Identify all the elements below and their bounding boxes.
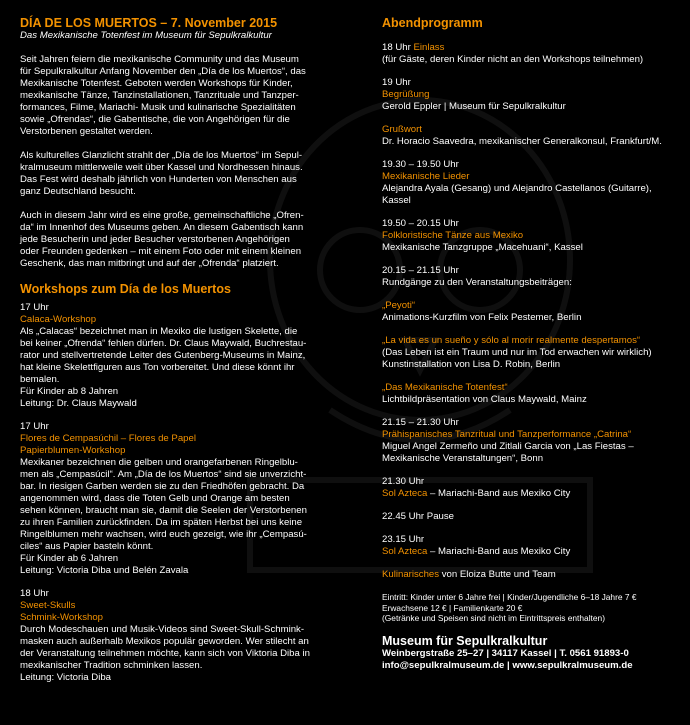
program-title: „La vida es un sueño y sólo al morir realmente despertamos“: [382, 335, 641, 346]
program-item: [382, 159, 677, 207]
program-item: [382, 417, 677, 465]
workshop-text: Leitung: Victoria Diba und Belén Zavala: [20, 565, 189, 576]
admission-line: Eintritt: Kinder unter 6 Jahre frei | Kinder/Jugendliche 6–18 Jahre 7 €: [382, 592, 637, 602]
workshop-item: [20, 302, 360, 410]
program-text: Gerold Eppler | Museum für Sepulkralkultur: [382, 101, 566, 112]
museum-web: info@sepulkralmuseum.de | www.sepulkralmuseum.de: [382, 659, 633, 671]
program-time: 19.50 – 20.15 Uhr: [382, 218, 459, 229]
program-title: Prähispanisches Tanzritual und Tanzperformance „Catrina“: [382, 429, 632, 440]
workshop-time: 18 Uhr: [20, 588, 49, 599]
workshop-text: zu ihren Familien zurückfinden. Da im späten Herbst bei uns keine: [20, 517, 303, 528]
program-item: [382, 300, 677, 324]
program-line: [382, 488, 677, 500]
page-subtitle: Das Mexikanische Totenfest im Museum für Sepulkralkultur: [20, 30, 272, 41]
program-time: 21.30 Uhr: [382, 476, 425, 487]
program-highlight: Einlass: [413, 42, 445, 53]
workshop-title: Sweet-Skulls: [20, 600, 76, 611]
program-item: [382, 335, 677, 371]
program-highlight: Kulinarisches: [382, 569, 440, 580]
program-line: [382, 569, 677, 581]
workshop-title: Flores de Cempasúchil – Flores de Papel: [20, 433, 196, 444]
program-line: [382, 42, 677, 54]
program-text: Alejandra Ayala (Gesang) und Alejandro Castellanos (Guitarre),: [382, 183, 652, 194]
admission-line: (Getränke und Speisen sind nicht im Eintrittspreis enthalten): [382, 613, 605, 623]
workshop-text: der Veranstaltung teilnehmen möchte, kann sich von Viktoria Diba in: [20, 648, 310, 659]
workshop-text: Mexikaner bezeichnen die gelben und orangefarbenen Ringelblu-: [20, 457, 298, 468]
program-text: Rundgänge zu den Veranstaltungsbeiträgen:: [382, 277, 572, 288]
left-column: [20, 16, 360, 695]
program-title: Begrüßung: [382, 89, 430, 100]
program-item: [382, 124, 677, 148]
evening-heading: Abendprogramm: [382, 16, 483, 30]
evening-program: [382, 42, 677, 581]
program-highlight: Sol Azteca: [382, 546, 428, 557]
program-item: [382, 218, 677, 254]
program-time: 21.15 – 21.30 Uhr: [382, 417, 459, 428]
workshop-text: Leitung: Victoria Diba: [20, 672, 112, 683]
workshop-text: bemalen.: [20, 374, 60, 385]
workshop-text: bei keiner „Ofrenda“ fehlen dürfen. Dr. Claus Maywald, Buchrestau-: [20, 338, 307, 349]
workshop-text: Als „Calacas“ bezeichnet man in Mexiko die lustigen Skelette, die: [20, 326, 298, 337]
program-text: Animations-Kurzfilm von Felix Pestemer, Berlin: [382, 312, 582, 323]
intro-paragraph: [20, 210, 360, 270]
page-title: DÍA DE LOS MUERTOS – 7. November 2015: [20, 16, 278, 30]
text-line: oder Freunden gedenken – mit einem Foto oder mit einem kleinen: [20, 246, 302, 257]
text-line: kralmuseum mittlerweile weit über Kassel und Nordhessen hinaus.: [20, 162, 303, 173]
program-time: 22.45 Uhr Pause: [382, 511, 454, 522]
workshop-time: 17 Uhr: [20, 421, 49, 432]
program-text: Mexikanische Veranstaltungen“, Bonn: [382, 453, 544, 464]
program-text: Mexikanische Tanzgruppe „Macehuani“, Kassel: [382, 242, 583, 253]
program-title: Grußwort: [382, 124, 422, 135]
workshop-text: hat kleine Skelettfiguren aus Ton vorbereitet. Und diese könnt ihr: [20, 362, 295, 373]
workshop-title: Calaca-Workshop: [20, 314, 97, 325]
text-line: jede Besucherin und jeder Besucher verstorbenen Angehörigen: [20, 234, 290, 245]
text-line: Mexikanische Totenfest. Geboten werden Workshops für Kinder,: [20, 78, 293, 89]
program-text: – Mariachi-Band aus Mexiko City: [427, 488, 571, 499]
workshop-text: sehen können, braucht man sie, damit die Seelen der Verstorbenen: [20, 505, 307, 516]
program-text: Dr. Horacio Saavedra, mexikanischer Generalkonsul, Frankfurt/M.: [382, 136, 662, 147]
text-line: Auch in diesem Jahr wird es eine große, gemeinschaftliche „Ofren-: [20, 210, 304, 221]
workshop-text: Für Kinder ab 8 Jahren: [20, 386, 119, 397]
admission-info: [382, 592, 677, 624]
program-text: (für Gäste, deren Kinder nicht an den Workshops teilnehmen): [382, 54, 644, 65]
program-time: 23.15 Uhr: [382, 534, 425, 545]
text-line: Als kulturelles Glanzlicht strahlt der „Día de los Muertos“ im Sepul-: [20, 150, 303, 161]
text-line: sowie „Ofrendas“, die Gabentische, die von Angehörigen für die: [20, 114, 290, 125]
intro-paragraph: [20, 150, 360, 198]
text-line: für Sepulkralkultur Anfang November den „Día de los Muertos“, das: [20, 66, 306, 77]
workshop-text: bar. In riesigen Garben werden sie zu den Friedhöfen gebracht. Da: [20, 481, 305, 492]
program-item: [382, 569, 677, 581]
text-line: formances, Filme, Mariachi- Musik und kulinarische Spezialitäten: [20, 102, 296, 113]
program-highlight: Sol Azteca: [382, 488, 428, 499]
text-line: mexikanische Tänze, Tanzinstallationen, Tanzrituale und Tanzper-: [20, 90, 299, 101]
intro-text: [20, 54, 360, 270]
workshop-text: mexikanischer Tradition schminken lassen.: [20, 660, 203, 671]
workshop-text: Für Kinder ab 6 Jahren: [20, 553, 119, 564]
program-text: Kassel: [382, 195, 411, 206]
workshop-item: [20, 421, 360, 577]
program-text: Miguel Angel Zermeño und Zitlali Garcia von „Las Fiestas –: [382, 441, 634, 452]
program-text: Lichtbildpräsentation von Claus Maywald, Mainz: [382, 394, 587, 405]
program-title: „Das Mexikanische Totenfest“: [382, 382, 508, 393]
admission-line: Erwachsene 12 € | Familienkarte 20 €: [382, 602, 523, 613]
program-time: 19 Uhr: [382, 77, 411, 88]
right-column: [382, 16, 677, 672]
contact-block: [382, 634, 677, 672]
program-item: [382, 511, 677, 523]
workshop-text: angenommen wird, dass die Toten Gelb und Orange am besten: [20, 493, 290, 504]
workshop-text: masken auch außerhalb Mexikos populär geworden. Wer stilecht an: [20, 636, 309, 647]
workshop-text: men als „Cempasúcil“. Am „Día de los Muertos“ sind sie unverzicht-: [20, 469, 307, 480]
text-line: Geschenk, das man mitbringt und auf der „Ofrenda“ platziert.: [20, 258, 279, 269]
program-text: von Eloiza Butte und Team: [439, 569, 556, 580]
workshop-text: Leitung: Dr. Claus Maywald: [20, 398, 137, 409]
workshop-text: rator und stellvertretende Leiter des Gutenberg-Museums in Mainz,: [20, 350, 306, 361]
text-line: Verstorbenen gestaltet werden.: [20, 126, 153, 137]
workshop-item: [20, 588, 360, 684]
intro-paragraph: [20, 54, 360, 138]
program-text: (Das Leben ist ein Traum und nur im Tod erwachen wir wirklich): [382, 347, 652, 358]
workshop-text: ciles“ aus Papier basteln könnt.: [20, 541, 154, 552]
program-title: Mexikanische Lieder: [382, 171, 470, 182]
workshop-title: Schmink-Workshop: [20, 612, 103, 623]
museum-address: Weinbergstraße 25–27 | 34117 Kassel | T. 0561 91893-0: [382, 647, 629, 659]
workshop-time: 17 Uhr: [20, 302, 49, 313]
workshops-list: [20, 302, 360, 684]
program-item: [382, 534, 677, 558]
program-time: 19.30 – 19.50 Uhr: [382, 159, 459, 170]
workshop-title: Papierblumen-Workshop: [20, 445, 126, 456]
text-line: Das Fest wird deshalb jährlich von Hunderten von Menschen aus: [20, 174, 297, 185]
program-item: [382, 77, 677, 113]
program-title: Folkloristische Tänze aus Mexiko: [382, 230, 524, 241]
program-title: „Peyoti“: [382, 300, 416, 311]
text-line: ganz Deutschland besucht.: [20, 186, 136, 197]
program-text: 18 Uhr: [382, 42, 414, 53]
program-item: [382, 265, 677, 289]
workshop-text: Durch Modeschauen und Musik-Videos sind Sweet-Skull-Schmink-: [20, 624, 305, 635]
workshop-text: Ringelblumen mehr wachsen, wird euch gezeigt, wie ihr „Cempasú-: [20, 529, 307, 540]
program-item: [382, 476, 677, 500]
program-line: [382, 546, 677, 558]
museum-name: Museum für Sepulkralkultur: [382, 633, 548, 648]
text-line: da“ im Innenhof des Museums geben. An diesem Gabentisch kann: [20, 222, 304, 233]
program-text: Kunstinstallation von Lisa D. Robin, Berlin: [382, 359, 561, 370]
program-time: 20.15 – 21.15 Uhr: [382, 265, 459, 276]
text-line: Seit Jahren feiern die mexikanische Community und das Museum: [20, 54, 299, 65]
program-item: [382, 382, 677, 406]
program-item: [382, 42, 677, 66]
workshops-heading: Workshops zum Día de los Muertos: [20, 282, 231, 296]
program-text: – Mariachi-Band aus Mexiko City: [427, 546, 571, 557]
